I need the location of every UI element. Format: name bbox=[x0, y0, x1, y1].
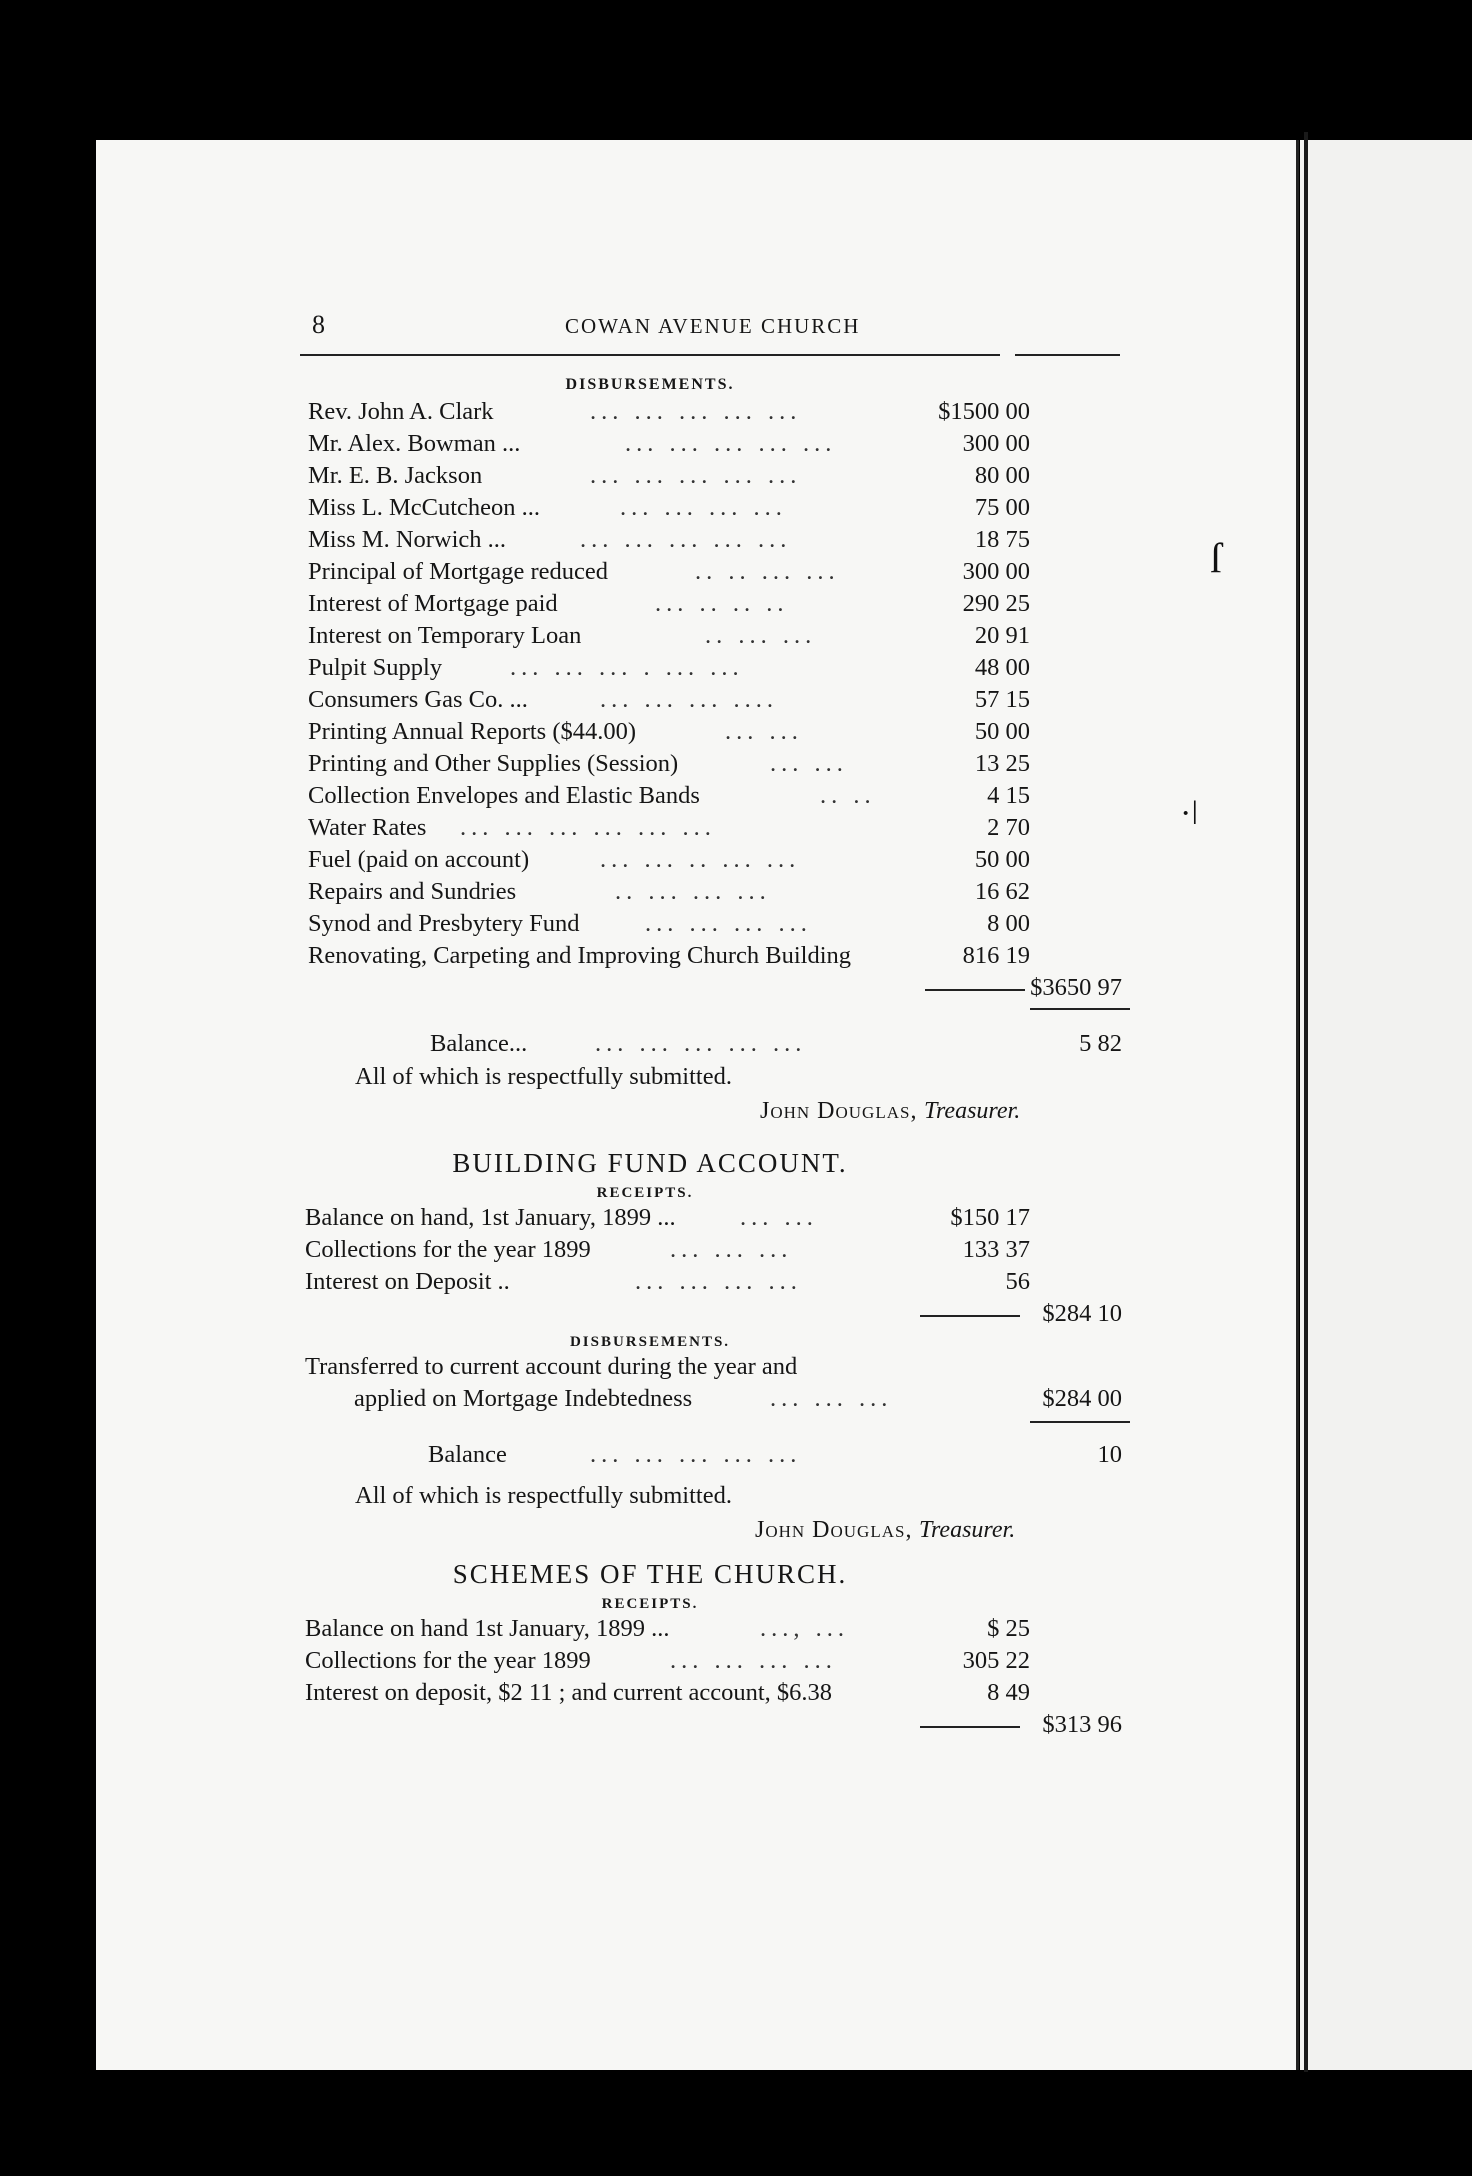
table-row bbox=[300, 556, 1130, 588]
leader-dots: ... ... ... bbox=[770, 1385, 893, 1412]
leader-dots: ... ... ... ... ... bbox=[590, 462, 802, 489]
treasurer-name: John Douglas, bbox=[755, 1517, 913, 1543]
transfer-underline bbox=[1030, 1421, 1130, 1423]
margin-mark: ſ bbox=[1210, 536, 1222, 582]
item-amount: 816 19 bbox=[962, 942, 1030, 969]
item-label: Miss L. McCutcheon ... bbox=[308, 494, 541, 521]
table-row bbox=[300, 908, 1130, 940]
building-receipts-list bbox=[300, 1202, 1130, 1330]
table-row bbox=[300, 940, 1130, 972]
table-row bbox=[300, 780, 1130, 812]
building-disbursements-heading: DISBURSEMENTS. bbox=[569, 1334, 731, 1350]
table-row bbox=[300, 748, 1130, 780]
leader-dots: ... ... bbox=[725, 718, 803, 745]
item-label: Collections for the year 1899 bbox=[305, 1236, 591, 1263]
building-receipts-total: $284 10 bbox=[1042, 1300, 1122, 1327]
item-amount: 20 91 bbox=[974, 622, 1030, 649]
item-label: Interest on Deposit .. bbox=[305, 1268, 510, 1295]
item-label: Balance on hand 1st January, 1899 ... bbox=[305, 1615, 670, 1642]
balance-row bbox=[300, 1439, 1130, 1471]
total-row bbox=[300, 972, 1130, 1004]
leader-dots: ... ... ... ... bbox=[620, 494, 787, 521]
item-label: Water Rates bbox=[308, 814, 427, 841]
table-row bbox=[300, 1202, 1130, 1234]
item-amount: 305 22 bbox=[962, 1647, 1030, 1674]
header-rule-extension bbox=[1015, 354, 1120, 356]
item-label: Miss M. Norwich ... bbox=[308, 526, 507, 553]
item-amount: 300 00 bbox=[962, 430, 1030, 457]
total-row bbox=[300, 1298, 1130, 1330]
item-amount: 18 75 bbox=[974, 526, 1030, 553]
leader-dots: ... ... ... . ... ... bbox=[510, 654, 744, 681]
header-rule bbox=[300, 354, 1000, 356]
item-label: Consumers Gas Co. ... bbox=[308, 686, 528, 713]
item-amount: 57 15 bbox=[974, 686, 1030, 713]
item-label: Synod and Presbytery Fund bbox=[308, 910, 580, 937]
table-row bbox=[300, 716, 1130, 748]
item-label: Printing and Other Supplies (Session) bbox=[308, 750, 679, 777]
balance-row bbox=[300, 1028, 1130, 1060]
item-label: Pulpit Supply bbox=[308, 654, 443, 681]
total-underline-row bbox=[300, 1004, 1130, 1016]
item-amount: 300 00 bbox=[962, 558, 1030, 585]
schemes-title: SCHEMES OF THE CHURCH. bbox=[452, 1559, 848, 1589]
table-row bbox=[300, 1677, 1130, 1709]
leader-dots: ... .. .. .. bbox=[655, 590, 789, 617]
item-label: Principal of Mortgage reduced bbox=[308, 558, 609, 585]
submitted-note: All of which is respectfully submitted. bbox=[355, 1063, 732, 1090]
balance-amount: 10 bbox=[1097, 1441, 1122, 1468]
item-amount: 75 00 bbox=[974, 494, 1030, 521]
item-label: Mr. Alex. Bowman ... bbox=[308, 430, 521, 457]
leader-dots: ... ... ... bbox=[670, 1236, 793, 1263]
margin-mark: ·ǀ bbox=[1180, 795, 1199, 832]
facing-page-edge bbox=[1300, 140, 1472, 2070]
table-row bbox=[300, 396, 1130, 428]
page-header bbox=[300, 300, 1130, 350]
item-amount: $1500 00 bbox=[938, 398, 1030, 425]
item-amount: $ 25 bbox=[987, 1615, 1030, 1642]
leader-dots: .. .. bbox=[820, 782, 876, 809]
treasurer-name: John Douglas, bbox=[760, 1098, 918, 1124]
item-amount: 48 00 bbox=[974, 654, 1030, 681]
total-leader-line bbox=[925, 989, 1025, 991]
leader-dots: ... ... ... ... ... bbox=[595, 1030, 807, 1057]
leader-dots: ... ... ... ... ... bbox=[625, 430, 837, 457]
page-content bbox=[300, 300, 1130, 1741]
item-amount: 8 49 bbox=[987, 1679, 1030, 1706]
item-label: Collections for the year 1899 bbox=[305, 1647, 591, 1674]
table-row bbox=[300, 1613, 1130, 1645]
leader-dots: .. ... ... bbox=[705, 622, 817, 649]
leader-dots: ... ... ... ... ... bbox=[590, 398, 802, 425]
item-amount: 133 37 bbox=[962, 1236, 1030, 1263]
treasurer-signature bbox=[755, 1513, 1130, 1547]
disbursements-list bbox=[300, 396, 1130, 1060]
item-label: Mr. E. B. Jackson bbox=[308, 462, 483, 489]
item-label: Interest of Mortgage paid bbox=[308, 590, 558, 617]
submitted-note: All of which is respectfully submitted. bbox=[355, 1482, 732, 1509]
item-label: Collection Envelopes and Elastic Bands bbox=[308, 782, 700, 809]
disbursements-total: $3650 97 bbox=[1030, 974, 1122, 1001]
total-underline bbox=[1030, 1008, 1130, 1010]
table-row bbox=[300, 428, 1130, 460]
leader-dots: .. ... ... ... bbox=[615, 878, 771, 905]
leader-dots: ..., ... bbox=[760, 1615, 849, 1642]
item-label: Printing Annual Reports ($44.00) bbox=[308, 718, 637, 745]
table-row bbox=[300, 1266, 1130, 1298]
balance-amount: 5 82 bbox=[1079, 1030, 1122, 1057]
transfer-underline-row bbox=[300, 1415, 1130, 1427]
leader-dots: ... ... ... ... bbox=[670, 1647, 837, 1674]
building-fund-title: BUILDING FUND ACCOUNT. bbox=[452, 1148, 848, 1178]
page-number: 8 bbox=[312, 310, 325, 339]
item-amount: 56 bbox=[1005, 1268, 1030, 1295]
treasurer-title: Treasurer. bbox=[918, 1517, 1016, 1543]
table-row bbox=[300, 844, 1130, 876]
leader-dots: ... ... ... ... ... ... bbox=[460, 814, 716, 841]
table-row bbox=[300, 652, 1130, 684]
item-amount: 80 00 bbox=[974, 462, 1030, 489]
transfer-row bbox=[300, 1351, 1130, 1383]
transfer-line-1: Transferred to current account during the year and bbox=[305, 1353, 798, 1380]
item-label: Interest on deposit, $2 11 ; and current account, $6.38 bbox=[305, 1679, 833, 1706]
building-receipts-heading: RECEIPTS. bbox=[596, 1185, 694, 1201]
leader-dots: .. .. ... ... bbox=[695, 558, 840, 585]
table-row bbox=[300, 588, 1130, 620]
table-row bbox=[300, 812, 1130, 844]
leader-dots: ... ... ... ... ... bbox=[590, 1441, 802, 1468]
item-amount: 13 25 bbox=[974, 750, 1030, 777]
item-amount: 8 00 bbox=[987, 910, 1030, 937]
schemes-total: $313 96 bbox=[1042, 1711, 1122, 1738]
leader-dots: ... ... ... .... bbox=[600, 686, 778, 713]
total-leader-line bbox=[920, 1315, 1020, 1317]
balance-label: Balance... bbox=[430, 1030, 528, 1057]
treasurer-title: Treasurer. bbox=[923, 1098, 1021, 1124]
schemes-receipts-list bbox=[300, 1613, 1130, 1741]
leader-dots: ... ... ... ... bbox=[645, 910, 812, 937]
item-amount: 290 25 bbox=[962, 590, 1030, 617]
table-row bbox=[300, 876, 1130, 908]
total-leader-line bbox=[920, 1726, 1020, 1728]
table-row bbox=[300, 1234, 1130, 1266]
table-row bbox=[300, 492, 1130, 524]
leader-dots: ... ... ... ... bbox=[635, 1268, 802, 1295]
transfer-row-2 bbox=[300, 1383, 1130, 1415]
running-head: COWAN AVENUE CHURCH bbox=[565, 314, 861, 338]
leader-dots: ... ... bbox=[770, 750, 848, 777]
item-amount: 16 62 bbox=[974, 878, 1030, 905]
item-amount: 50 00 bbox=[974, 718, 1030, 745]
leader-dots: ... ... .. ... ... bbox=[600, 846, 801, 873]
table-row bbox=[300, 524, 1130, 556]
total-row bbox=[300, 1709, 1130, 1741]
table-row bbox=[300, 684, 1130, 716]
item-amount: 50 00 bbox=[974, 846, 1030, 873]
transfer-line-2: applied on Mortgage Indebtedness bbox=[354, 1385, 693, 1412]
transfer-amount: $284 00 bbox=[1042, 1385, 1122, 1412]
disbursements-heading: DISBURSEMENTS. bbox=[565, 376, 735, 393]
item-amount: $150 17 bbox=[950, 1204, 1030, 1231]
item-label: Fuel (paid on account) bbox=[308, 846, 530, 873]
item-label: Balance on hand, 1st January, 1899 ... bbox=[305, 1204, 676, 1231]
item-label: Repairs and Sundries bbox=[308, 878, 517, 905]
leader-dots: ... ... ... ... ... bbox=[580, 526, 792, 553]
item-label: Interest on Temporary Loan bbox=[308, 622, 582, 649]
table-row bbox=[300, 1645, 1130, 1677]
treasurer-signature bbox=[760, 1094, 1130, 1128]
table-row bbox=[300, 460, 1130, 492]
schemes-receipts-heading: RECEIPTS. bbox=[601, 1596, 699, 1612]
leader-dots: ... ... bbox=[740, 1204, 818, 1231]
item-amount: 4 15 bbox=[987, 782, 1030, 809]
binding-spine bbox=[1304, 132, 1308, 2072]
item-label: Renovating, Carpeting and Improving Church Building bbox=[308, 942, 852, 969]
item-label: Rev. John A. Clark bbox=[308, 398, 494, 425]
table-row bbox=[300, 620, 1130, 652]
item-amount: 2 70 bbox=[987, 814, 1030, 841]
balance-label: Balance bbox=[428, 1441, 507, 1468]
